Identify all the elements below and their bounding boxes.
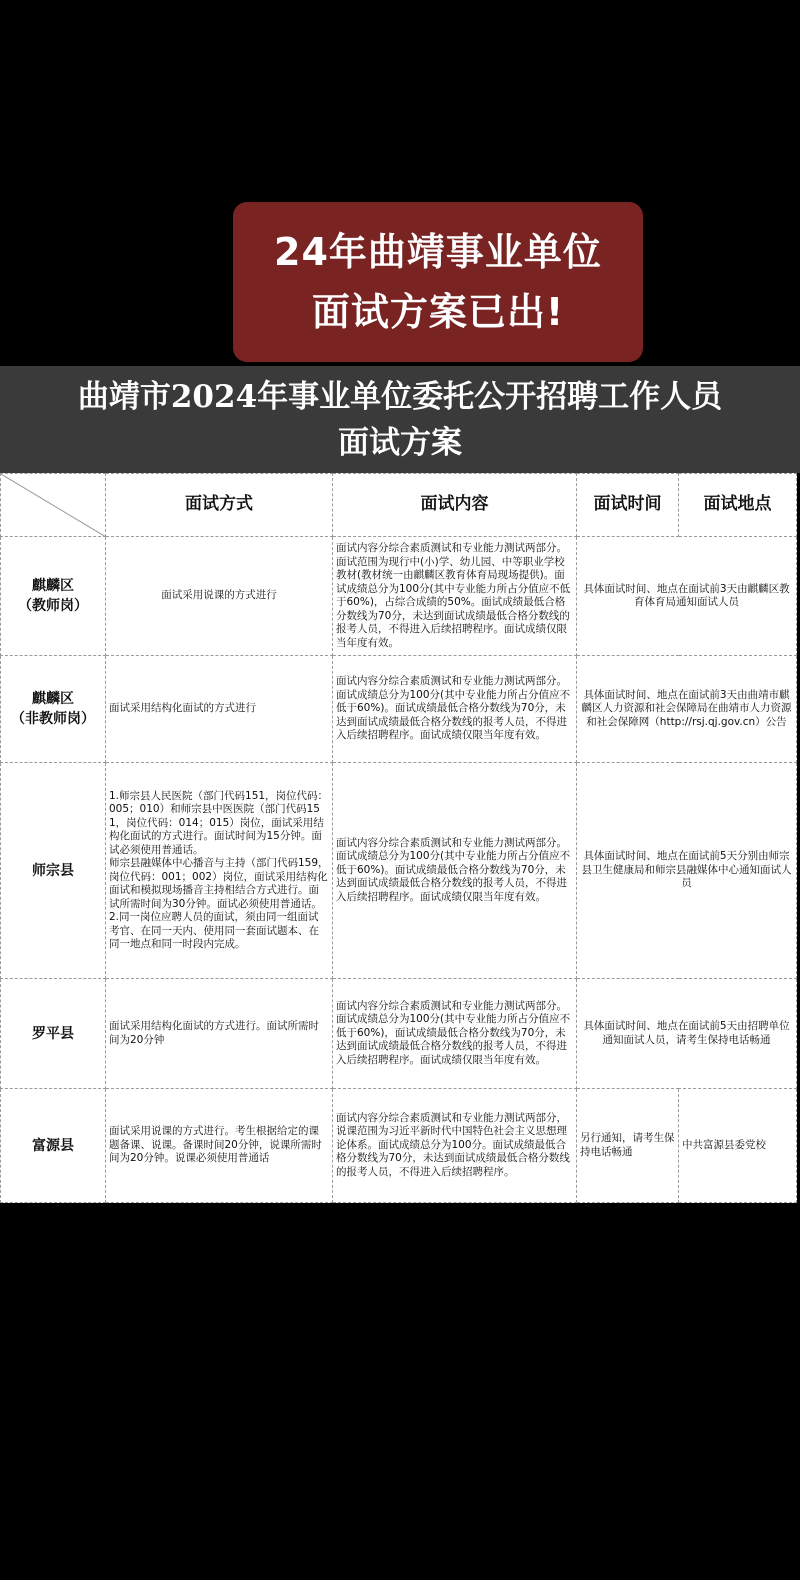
region-cell: 富源县: [1, 1089, 106, 1203]
title-line-1: 曲靖市2024年事业单位委托公开招聘工作人员: [77, 378, 723, 415]
time-place-cell: 具体面试时间、地点在面试前3天由曲靖市麒麟区人力资源和社会保障局在曲靖市人力资源和社会保障网（http://rsj.qj.gov.cn）公告: [577, 656, 797, 763]
place-cell: 中共富源县委党校: [679, 1089, 797, 1203]
headline-line-1: 24年曲靖事业单位: [274, 230, 602, 274]
region-name: 麒麟区: [32, 691, 74, 707]
headline-line-2: 面试方案已出!: [311, 290, 565, 334]
interview-plan-table: [0, 473, 797, 1203]
table-row: [1, 763, 797, 979]
diagonal-divider: [1, 474, 106, 537]
table-header-row: [1, 474, 797, 537]
content-cell: 面试内容分综合素质测试和专业能力测试两部分，说课范围为习近平新时代中国特色社会主义思想理论体系。面试成绩总分为100分。面试成绩最低合格分数线为70分，未达到面试成绩最低合格分数线的报考人员，不得进入后续招聘程序。: [333, 1089, 577, 1203]
time-cell: 另行通知，请考生保持电话畅通: [577, 1089, 679, 1203]
header-place: 面试地点: [679, 474, 797, 537]
method-cell: 1.师宗县人民医院（部门代码151，岗位代码：005；010）和师宗县中医医院（部门代码151，岗位代码：014；015）岗位，面试采用结构化面试的方式进行。面试时间为15分钟。面试必须使用普通话。 师宗县融媒体中心播音与主持（部门代码159，岗位代码：001；002）岗位，面试采用结构化面试和模拟现场播音主持相结合方式进行。面试所需时间为30分钟。面试必须使用普通话。 2.同一岗位应聘人员的面试，须由同一组面试考官、在同一天内、使用同一套面试题本、在同一地点和同一时段内完成。: [106, 763, 333, 979]
content-cell: 面试内容分综合素质测试和专业能力测试两部分。面试范围为现行中(小)学、幼儿园、中等职业学校教材(教材统一由麒麟区教育体育局现场提供)。面试成绩总分为100分(其中专业能力所占分值应不低于60%)，占综合成绩的50%。面试成绩最低合格分数线为70分，未达到面试成绩最低合格分数线的报考人员，不得进入后续招聘程序。面试成绩仅限当年度有效。: [333, 537, 577, 656]
region-cell: 罗平县: [1, 979, 106, 1089]
time-place-cell: 具体面试时间、地点在面试前5天分别由师宗县卫生健康局和师宗县融媒体中心通知面试人员: [577, 763, 797, 979]
method-cell: 面试采用说课的方式进行。考生根据给定的课题备课、说课。备课时间20分钟，说课所需时间为20分钟。说课必须使用普通话: [106, 1089, 333, 1203]
headline-banner: [233, 202, 643, 362]
table-row: [1, 1089, 797, 1203]
region-cell: 师宗县: [1, 763, 106, 979]
method-cell: 面试采用结构化面试的方式进行。面试所需时间为20分钟: [106, 979, 333, 1089]
time-place-cell: 具体面试时间、地点在面试前3天由麒麟区教育体育局通知面试人员: [577, 537, 797, 656]
document-title: [0, 366, 800, 473]
table-row: [1, 537, 797, 656]
time-place-cell: 具体面试时间、地点在面试前5天由招聘单位通知面试人员，请考生保持电话畅通: [577, 979, 797, 1089]
region-name: 麒麟区: [32, 578, 74, 594]
content-cell: 面试内容分综合素质测试和专业能力测试两部分。面试成绩总分为100分(其中专业能力所占分值应不低于60%)。面试成绩最低合格分数线为70分，未达到面试成绩最低合格分数线的报考人员，不得进入后续招聘程序。面试成绩仅限当年度有效。: [333, 656, 577, 763]
table-row: [1, 656, 797, 763]
corner-cell: [1, 474, 106, 537]
method-cell: 面试采用结构化面试的方式进行: [106, 656, 333, 763]
method-cell: 面试采用说课的方式进行: [106, 537, 333, 656]
region-cell: [1, 656, 106, 763]
region-sub: （非教师岗）: [11, 711, 95, 727]
content-cell: 面试内容分综合素质测试和专业能力测试两部分。面试成绩总分为100分(其中专业能力所占分值应不低于60%)，面试成绩最低合格分数线为70分，未达到面试成绩最低合格分数线的报考人员，不得进入后续招聘程序。面试成绩仅限当年度有效。: [333, 979, 577, 1089]
header-time: 面试时间: [577, 474, 679, 537]
title-line-2: 面试方案: [338, 424, 462, 461]
region-cell: [1, 537, 106, 656]
content-cell: 面试内容分综合素质测试和专业能力测试两部分。面试成绩总分为100分(其中专业能力所占分值应不低于60%)。面试成绩最低合格分数线为70分，未达到面试成绩最低合格分数线的报考人员，不得进入后续招聘程序。面试成绩仅限当年度有效。: [333, 763, 577, 979]
table-row: [1, 979, 797, 1089]
header-method: 面试方式: [106, 474, 333, 537]
header-content: 面试内容: [333, 474, 577, 537]
region-sub: （教师岗）: [18, 598, 88, 614]
